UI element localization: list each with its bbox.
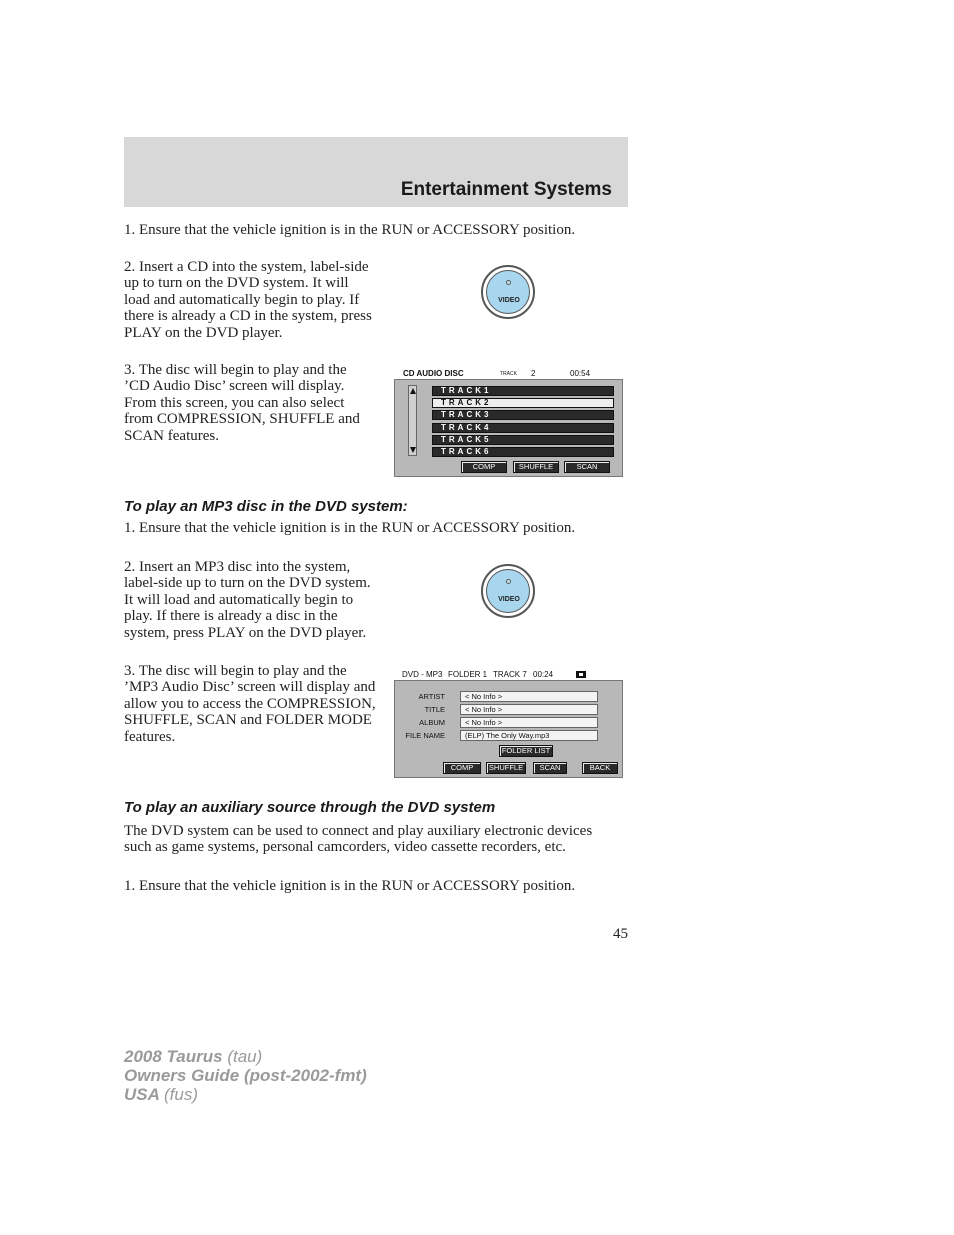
field-label: FILE NAME: [405, 731, 445, 740]
aux-intro: The DVD system can be used to connect and play auxiliary electronic devices such as game systems, personal camcorders, video cassette recorders, etc.: [124, 823, 593, 856]
field-label: ALBUM: [419, 718, 445, 727]
shuffle-button[interactable]: SHUFFLE: [486, 762, 526, 774]
track-number: 2: [531, 369, 536, 378]
header-band: [124, 137, 628, 207]
screen-title: CD AUDIO DISC: [403, 369, 464, 378]
screen-folder: FOLDER 1: [448, 670, 488, 679]
disc-icon: [506, 280, 511, 285]
video-label: VIDEO: [498, 297, 520, 304]
screen-mode: DVD - MP3: [402, 670, 443, 679]
album-value: < No Info >: [460, 717, 598, 728]
back-button[interactable]: BACK: [582, 762, 618, 774]
mp3-step-1: 1. Ensure that the vehicle ignition is in the RUN or ACCESSORY position.: [124, 520, 576, 536]
field-label: TITLE: [424, 705, 445, 714]
cd-step-3: 3. The disc will begin to play and the ’CD Audio Disc’ screen will display. From this screen, you can also select from COMPRESSION, SHUFFLE and SCAN features.: [124, 362, 360, 444]
aux-heading: To play an auxiliary source through the DVD system: [124, 799, 496, 816]
section-title: Entertainment Systems: [400, 179, 612, 200]
video-label: VIDEO: [498, 596, 520, 603]
track-item[interactable]: TRACK6: [432, 447, 614, 457]
scroll-down-icon[interactable]: [410, 447, 416, 453]
track-scrollbar[interactable]: [408, 385, 417, 456]
model-code: (tau): [227, 1047, 263, 1066]
comp-button[interactable]: COMP: [443, 762, 481, 774]
mp3-step-3: 3. The disc will begin to play and the ’MP3 Audio Disc’ screen will display and allow you to access the COMPRESSION, SHUFFLE, SCAN and FOLDER MODE features.: [124, 663, 376, 745]
cd-panel: [394, 379, 623, 477]
footer-guide: Owners Guide (post-2002-fmt): [124, 1066, 367, 1085]
video-button-illustration: [481, 564, 535, 618]
folder-list-button[interactable]: FOLDER LIST: [499, 745, 553, 757]
region-code: (fus): [164, 1085, 198, 1104]
track-item-selected[interactable]: TRACK2: [432, 398, 614, 408]
footer-region: [124, 1085, 198, 1104]
file-name-value: (ELP) The Only Way.mp3: [460, 730, 598, 741]
scan-button[interactable]: SCAN: [564, 461, 610, 473]
mp3-heading: To play an MP3 disc in the DVD system:: [124, 498, 408, 515]
track-item[interactable]: TRACK4: [432, 423, 614, 433]
artist-value: < No Info >: [460, 691, 598, 702]
mp3-step-2: 2. Insert an MP3 disc into the system, label-side up to turn on the DVD system. It will load and automatically begin to play. If there is already a disc in the system, press PLAY on the DVD player.: [124, 559, 371, 641]
footer-model: [124, 1047, 262, 1066]
title-value: < No Info >: [460, 704, 598, 715]
track-item[interactable]: TRACK3: [432, 410, 614, 420]
scan-button[interactable]: SCAN: [533, 762, 567, 774]
video-button-illustration: [481, 265, 535, 319]
screen-track: TRACK 7: [493, 670, 527, 679]
disc-icon: [506, 579, 511, 584]
play-time: 00:54: [570, 369, 591, 378]
shuffle-button[interactable]: SHUFFLE: [513, 461, 559, 473]
page-number: 45: [613, 926, 628, 942]
folder-mode-icon: [576, 671, 586, 678]
aux-step-1: 1. Ensure that the vehicle ignition is in the RUN or ACCESSORY position.: [124, 878, 576, 894]
track-item[interactable]: TRACK1: [432, 386, 614, 396]
play-time: 00:24: [533, 670, 554, 679]
model-name: 2008 Taurus: [124, 1047, 223, 1066]
track-item[interactable]: TRACK5: [432, 435, 614, 445]
cd-step-1: 1. Ensure that the vehicle ignition is in the RUN or ACCESSORY position.: [124, 222, 576, 238]
comp-button[interactable]: COMP: [461, 461, 507, 473]
region-name: USA: [124, 1085, 160, 1104]
scroll-up-icon[interactable]: [410, 388, 416, 394]
track-label: TRACK: [500, 371, 517, 377]
field-label: ARTIST: [418, 692, 445, 701]
cd-step-2: 2. Insert a CD into the system, label-side up to turn on the DVD system. It will load and automatically begin to play. If there is already a CD in the system, press PLAY on the DVD player.: [124, 259, 372, 341]
mp3-panel: [394, 680, 623, 778]
